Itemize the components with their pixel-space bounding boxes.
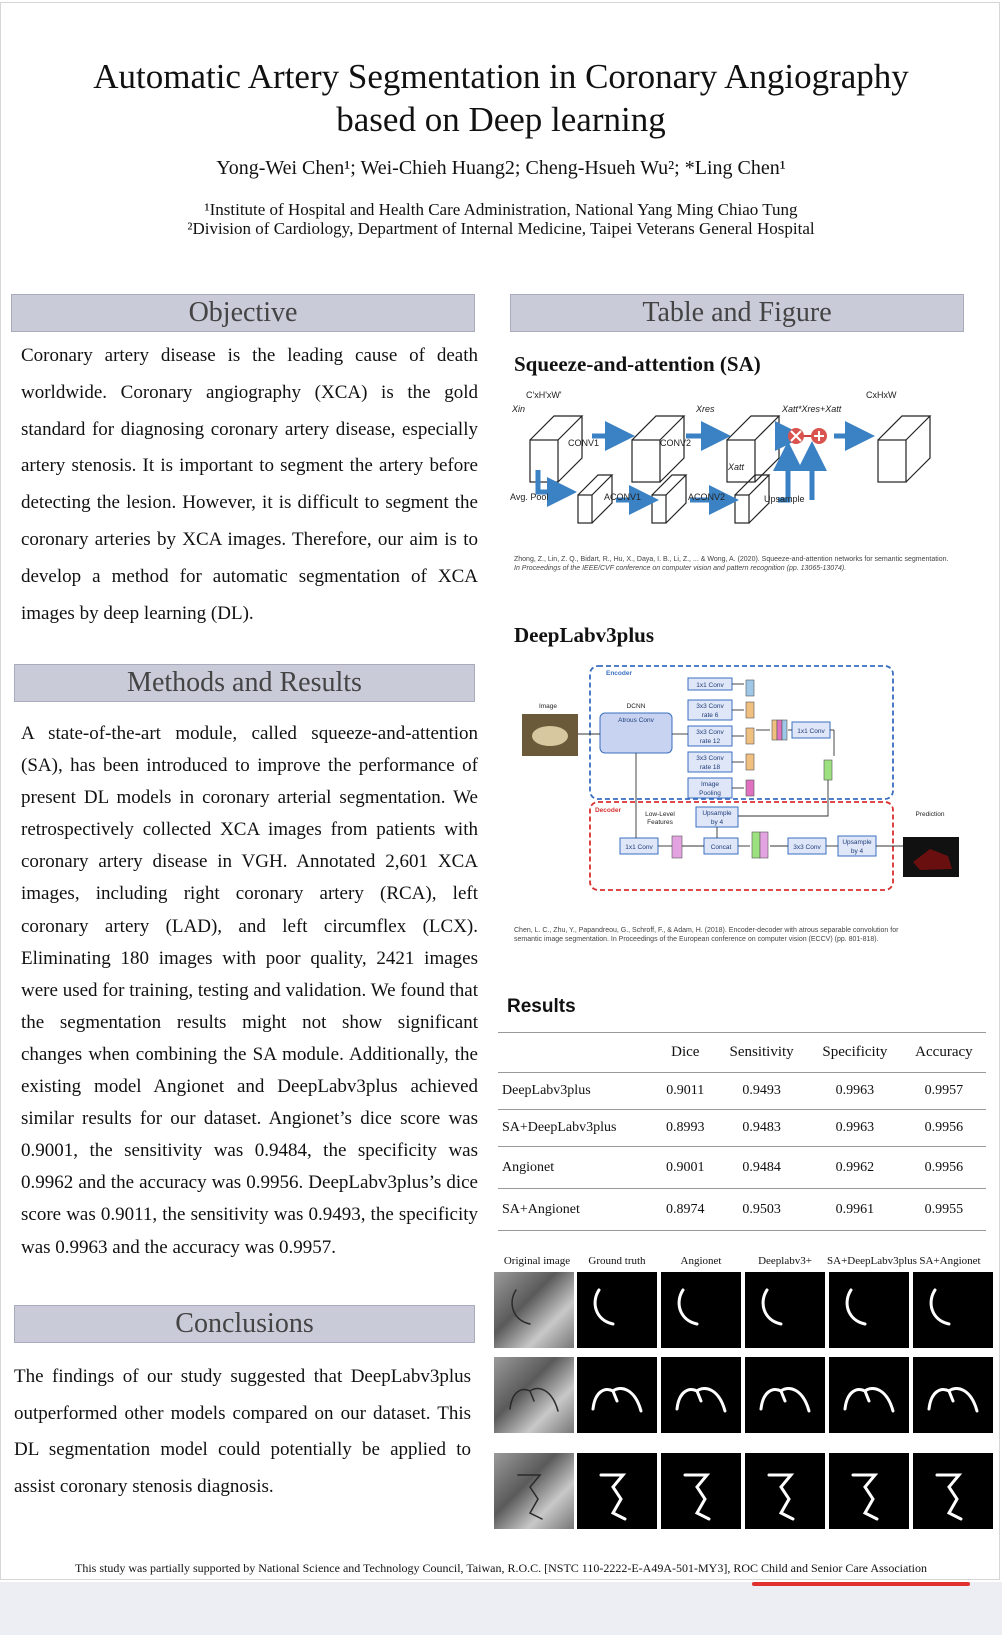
table-row: [498, 1073, 986, 1110]
row-sensitivity: 0.9503: [742, 1201, 781, 1217]
row-model: SA+Angionet: [502, 1201, 580, 1217]
avgpool-label: Avg. Pool: [510, 492, 549, 502]
vessel-path: [847, 1290, 865, 1324]
formula-label: Xatt*Xres+Xatt: [782, 404, 842, 414]
segmentation-mask-image: [661, 1357, 741, 1433]
encoder-label: Encoder: [606, 670, 633, 677]
segmentation-mask-image: [913, 1272, 993, 1348]
segmentation-mask-image: [577, 1453, 657, 1529]
authors: Yong-Wei Chen¹; Wei-Chieh Huang2; Cheng-Hsueh Wu²; *Ling Chen¹: [216, 157, 786, 179]
segmentation-mask-image: [745, 1357, 825, 1433]
vessel-drawing: [577, 1272, 657, 1348]
row-specificity: 0.9963: [835, 1120, 875, 1135]
row-accuracy: 0.9956: [924, 1120, 964, 1135]
lowlevel-label-1: Low-Level: [645, 811, 675, 818]
xres-label: Xres: [696, 404, 715, 414]
lowlevel-label-2: Features: [647, 819, 673, 826]
vessel-path: [677, 1388, 725, 1411]
segmentation-mask-image: [745, 1272, 825, 1348]
segmentation-mask-image: [661, 1272, 741, 1348]
vessel-drawing: [661, 1453, 741, 1529]
vessel-path: [685, 1475, 709, 1519]
vessel-path: [929, 1388, 977, 1411]
row-accuracy: 0.9955: [924, 1201, 964, 1217]
vessel-drawing: [829, 1453, 909, 1529]
up1b-label: by 4: [710, 819, 724, 826]
results-header-row: [498, 1033, 986, 1073]
row-dice: 0.9011: [666, 1083, 705, 1098]
row-specificity: 0.9963: [835, 1083, 875, 1098]
row-model: Angionet: [502, 1159, 555, 1175]
row-specificity: 0.9962: [835, 1159, 875, 1175]
row-dice: 0.8974: [666, 1201, 705, 1217]
title-line-1: Automatic Artery Segmentation in Coronary Angiography: [93, 57, 909, 96]
table-row: [498, 1147, 986, 1189]
vessel-path: [761, 1388, 809, 1411]
xin-label: Xin: [512, 404, 526, 414]
angiogram-image: [494, 1453, 574, 1529]
row-specificity: 0.9961: [835, 1201, 875, 1217]
conclusions-heading: Conclusions: [14, 1305, 475, 1343]
results-header-dice: Dice: [671, 1044, 700, 1060]
vessel-path: [763, 1290, 781, 1324]
sa-diagram: [510, 390, 980, 535]
vessel-drawing: [829, 1272, 909, 1348]
upsample-label: Upsample: [764, 494, 805, 504]
conclusions-text: The findings of our study suggested that DeepLabv3plus outperformed other models compared on our dataset. This DL segmentation model could potentially be applied to assist coronary stenosis diagnosis.: [14, 1366, 471, 1497]
concat-label: Concat: [710, 844, 732, 851]
deeplab-citation-1: Chen, L. C., Zhu, Y., Papandreou, G., Schroff, F., & Adam, H. (2018). Encoder-decoder with atrous separable convolution for: [514, 927, 899, 934]
vessel-drawing: [745, 1357, 825, 1433]
conv1-label: CONV1: [568, 438, 600, 448]
vessel-drawing: [577, 1357, 657, 1433]
vessel-path: [593, 1388, 641, 1411]
atrous-label: Atrous Conv: [618, 717, 654, 724]
dcnn-label: DCNN: [626, 703, 646, 710]
vessel-drawing: [745, 1453, 825, 1529]
segmentation-mask-image: [577, 1357, 657, 1433]
results-header-model: [498, 1033, 655, 1073]
segmentation-mask-image: [913, 1357, 993, 1433]
affiliation-2: ²Division of Cardiology, Department of Internal Medicine, Taipei Veterans General Hospital: [187, 219, 815, 238]
vessel-path: [769, 1475, 793, 1519]
b3a-label: 3x3 Conv: [696, 729, 724, 736]
angiogram-image: [494, 1357, 574, 1433]
col-label-original: Original image: [503, 1255, 571, 1267]
angiogram-image: [494, 1272, 574, 1348]
vessel-path: [595, 1290, 613, 1324]
xres-cube: [727, 416, 779, 482]
aconv1-label: ACONV1: [604, 492, 642, 502]
enc-conv-label: 1x1 Conv: [797, 728, 825, 735]
segmentation-mask-image: [577, 1272, 657, 1348]
objective-text: Coronary artery disease is the leading cause of death worldwide. Coronary angiography (XCA) is the gold standard for diagnosing coronary artery disease, especially artery stenosis. It is important to segment the artery before detecting the lesion. However, it is difficult to segment the coronary arteries by XCA images. Therefore, our aim is to develop a method for automatic segmentation of XCA images by deep learning (DL).: [21, 345, 478, 624]
segmentation-mask-image: [829, 1453, 909, 1529]
output-cube: [878, 416, 930, 482]
b2b-label: rate 6: [701, 712, 719, 719]
objective-heading: Objective: [11, 294, 475, 332]
segmentation-mask-image: [745, 1453, 825, 1529]
vessel-path: [937, 1475, 961, 1519]
red-underline: [752, 1582, 970, 1586]
methods-heading: Methods and Results: [14, 664, 475, 702]
col-label-sa-angionet: SA+Angionet: [919, 1255, 981, 1267]
b1-label: 1x1 Conv: [696, 682, 724, 689]
deeplab-figure-title: DeepLabv3plus: [514, 623, 655, 647]
up2a-label: Upsample: [842, 839, 872, 846]
row-accuracy: 0.9957: [924, 1083, 964, 1098]
b4a-label: 3x3 Conv: [696, 755, 724, 762]
decoder-label: Decoder: [594, 807, 622, 814]
b3b-label: rate 12: [699, 738, 721, 745]
segmentation-mask-image: [661, 1453, 741, 1529]
vessel-drawing: [494, 1357, 574, 1433]
table-row: [498, 1110, 986, 1147]
results-table: [498, 1032, 986, 1231]
vessel-drawing: [494, 1453, 574, 1529]
segmentation-mask-image: [829, 1357, 909, 1433]
vessel-drawing: [577, 1453, 657, 1529]
row-sensitivity: 0.9493: [742, 1083, 781, 1098]
conv33-label: 3x3 Conv: [793, 844, 821, 851]
row-model: DeepLabv3plus: [502, 1083, 591, 1098]
image-label: Image: [538, 703, 558, 710]
segmentation-mask-image: [829, 1272, 909, 1348]
col-label-sa-deeplab: SA+DeepLabv3plus: [827, 1255, 917, 1267]
vessel-drawing: [913, 1453, 993, 1529]
vessel-path: [512, 1290, 530, 1324]
col-label-deeplabv3: Deeplabv3+: [758, 1255, 812, 1267]
row-sensitivity: 0.9483: [742, 1120, 781, 1135]
vessel-path: [679, 1290, 697, 1324]
aconv2-label: ACONV2: [688, 492, 726, 502]
row-dice: 0.9001: [666, 1159, 705, 1175]
deeplab-diagram: [520, 664, 960, 894]
sa-citation-1: Zhong, Z., Lin, Z. Q., Bidart, R., Hu, X., Daya, I. B., Li, Z., ... & Wong, A. (2020). Squeeze-and-attention networks for semantic segmentation.: [514, 556, 949, 563]
vessel-drawing: [745, 1272, 825, 1348]
conv1-cube: [632, 416, 684, 482]
vessel-drawing: [913, 1272, 993, 1348]
vessel-drawing: [494, 1272, 574, 1348]
methods-text: A state-of-the-art module, called squeeze-and-attention (SA), has been introduced to improve the performance of present DL models in coronary arterial segmentation. We retrospectively collected XCA images from patients with coronary artery disease in VGH. Annotated 2,601 XCA images, including right coronary artery (RCA), left coronary artery (LAD), and left circumflex (LCX). Eliminating 180 images with poor quality, 2421 images were used for training, testing and validation. We found that the segmentation results might not show significant changes when combining the SA module. Additionally, the existing model Angionet and DeepLabv3plus achieved similar results for our dataset. Angionet’s dice score was 0.9001, the sensitivity was 0.9484, the specificity was 0.9962 and the accuracy was 0.9956. DeepLabv3plus’s dice score was 0.9011, the sensitivity was 0.9493, the specificity was 0.9963 and the accuracy was 0.9957.: [21, 723, 478, 1258]
col-label-ground-truth: Ground truth: [588, 1255, 646, 1267]
row-model: SA+DeepLabv3plus: [502, 1120, 617, 1135]
vessel-path: [845, 1388, 893, 1411]
col-label-angionet: Angionet: [680, 1255, 722, 1267]
vessel-path: [601, 1475, 625, 1519]
vessel-path: [853, 1475, 877, 1519]
row-accuracy: 0.9956: [924, 1159, 964, 1175]
cxhw-label-2: CxHxW: [866, 390, 897, 400]
deeplab-citation-2: semantic image segmentation. In Proceedings of the European conference on computer vision (ECCV) (pp. 801-818).: [514, 936, 879, 943]
vessel-drawing: [829, 1357, 909, 1433]
conv2-label: CONV2: [660, 438, 692, 448]
segmentation-mask-image: [913, 1453, 993, 1529]
results-header-accuracy: Accuracy: [915, 1044, 973, 1060]
sa-citation-2: In Proceedings of the IEEE/CVF conference on computer vision and pattern recognition (pp. 13065-13074).: [514, 565, 847, 572]
sa-figure-title: Squeeze-and-attention (SA): [514, 352, 761, 376]
cxhw-label-1: C'xH'xW': [526, 390, 562, 400]
vessel-drawing: [913, 1357, 993, 1433]
vessel-path: [518, 1475, 542, 1519]
b5b-label: Pooling: [699, 790, 721, 797]
xatt-label: Xatt: [728, 462, 745, 472]
vessel-drawing: [661, 1357, 741, 1433]
funding-note: This study was partially supported by National Science and Technology Council, Taiwan, R.O.C. [NSTC 110-2222-E-A49A-501-MY3], ROC Child and Senior Care Association: [75, 1561, 927, 1575]
up1a-label: Upsample: [702, 810, 732, 817]
row-sensitivity: 0.9484: [742, 1159, 781, 1175]
results-header-sensitivity: Sensitivity: [729, 1044, 794, 1060]
up2b-label: by 4: [850, 848, 864, 855]
table-figure-heading: Table and Figure: [510, 294, 964, 332]
dec-conv-label: 1x1 Conv: [625, 844, 653, 851]
affiliation-1: ¹Institute of Hospital and Health Care Administration, National Yang Ming Chiao Tung: [204, 200, 798, 219]
results-header-specificity: Specificity: [822, 1044, 888, 1060]
prediction-label: Prediction: [915, 811, 945, 818]
results-title: Results: [507, 996, 576, 1017]
vessel-path: [931, 1290, 949, 1324]
vessel-drawing: [661, 1272, 741, 1348]
b5a-label: Image: [700, 781, 720, 788]
row-dice: 0.8993: [666, 1120, 705, 1135]
b4b-label: rate 18: [699, 764, 721, 771]
table-row: [498, 1189, 986, 1231]
vessel-path: [510, 1388, 558, 1411]
b2a-label: 3x3 Conv: [696, 703, 724, 710]
title-line-2: based on Deep learning: [336, 100, 666, 139]
